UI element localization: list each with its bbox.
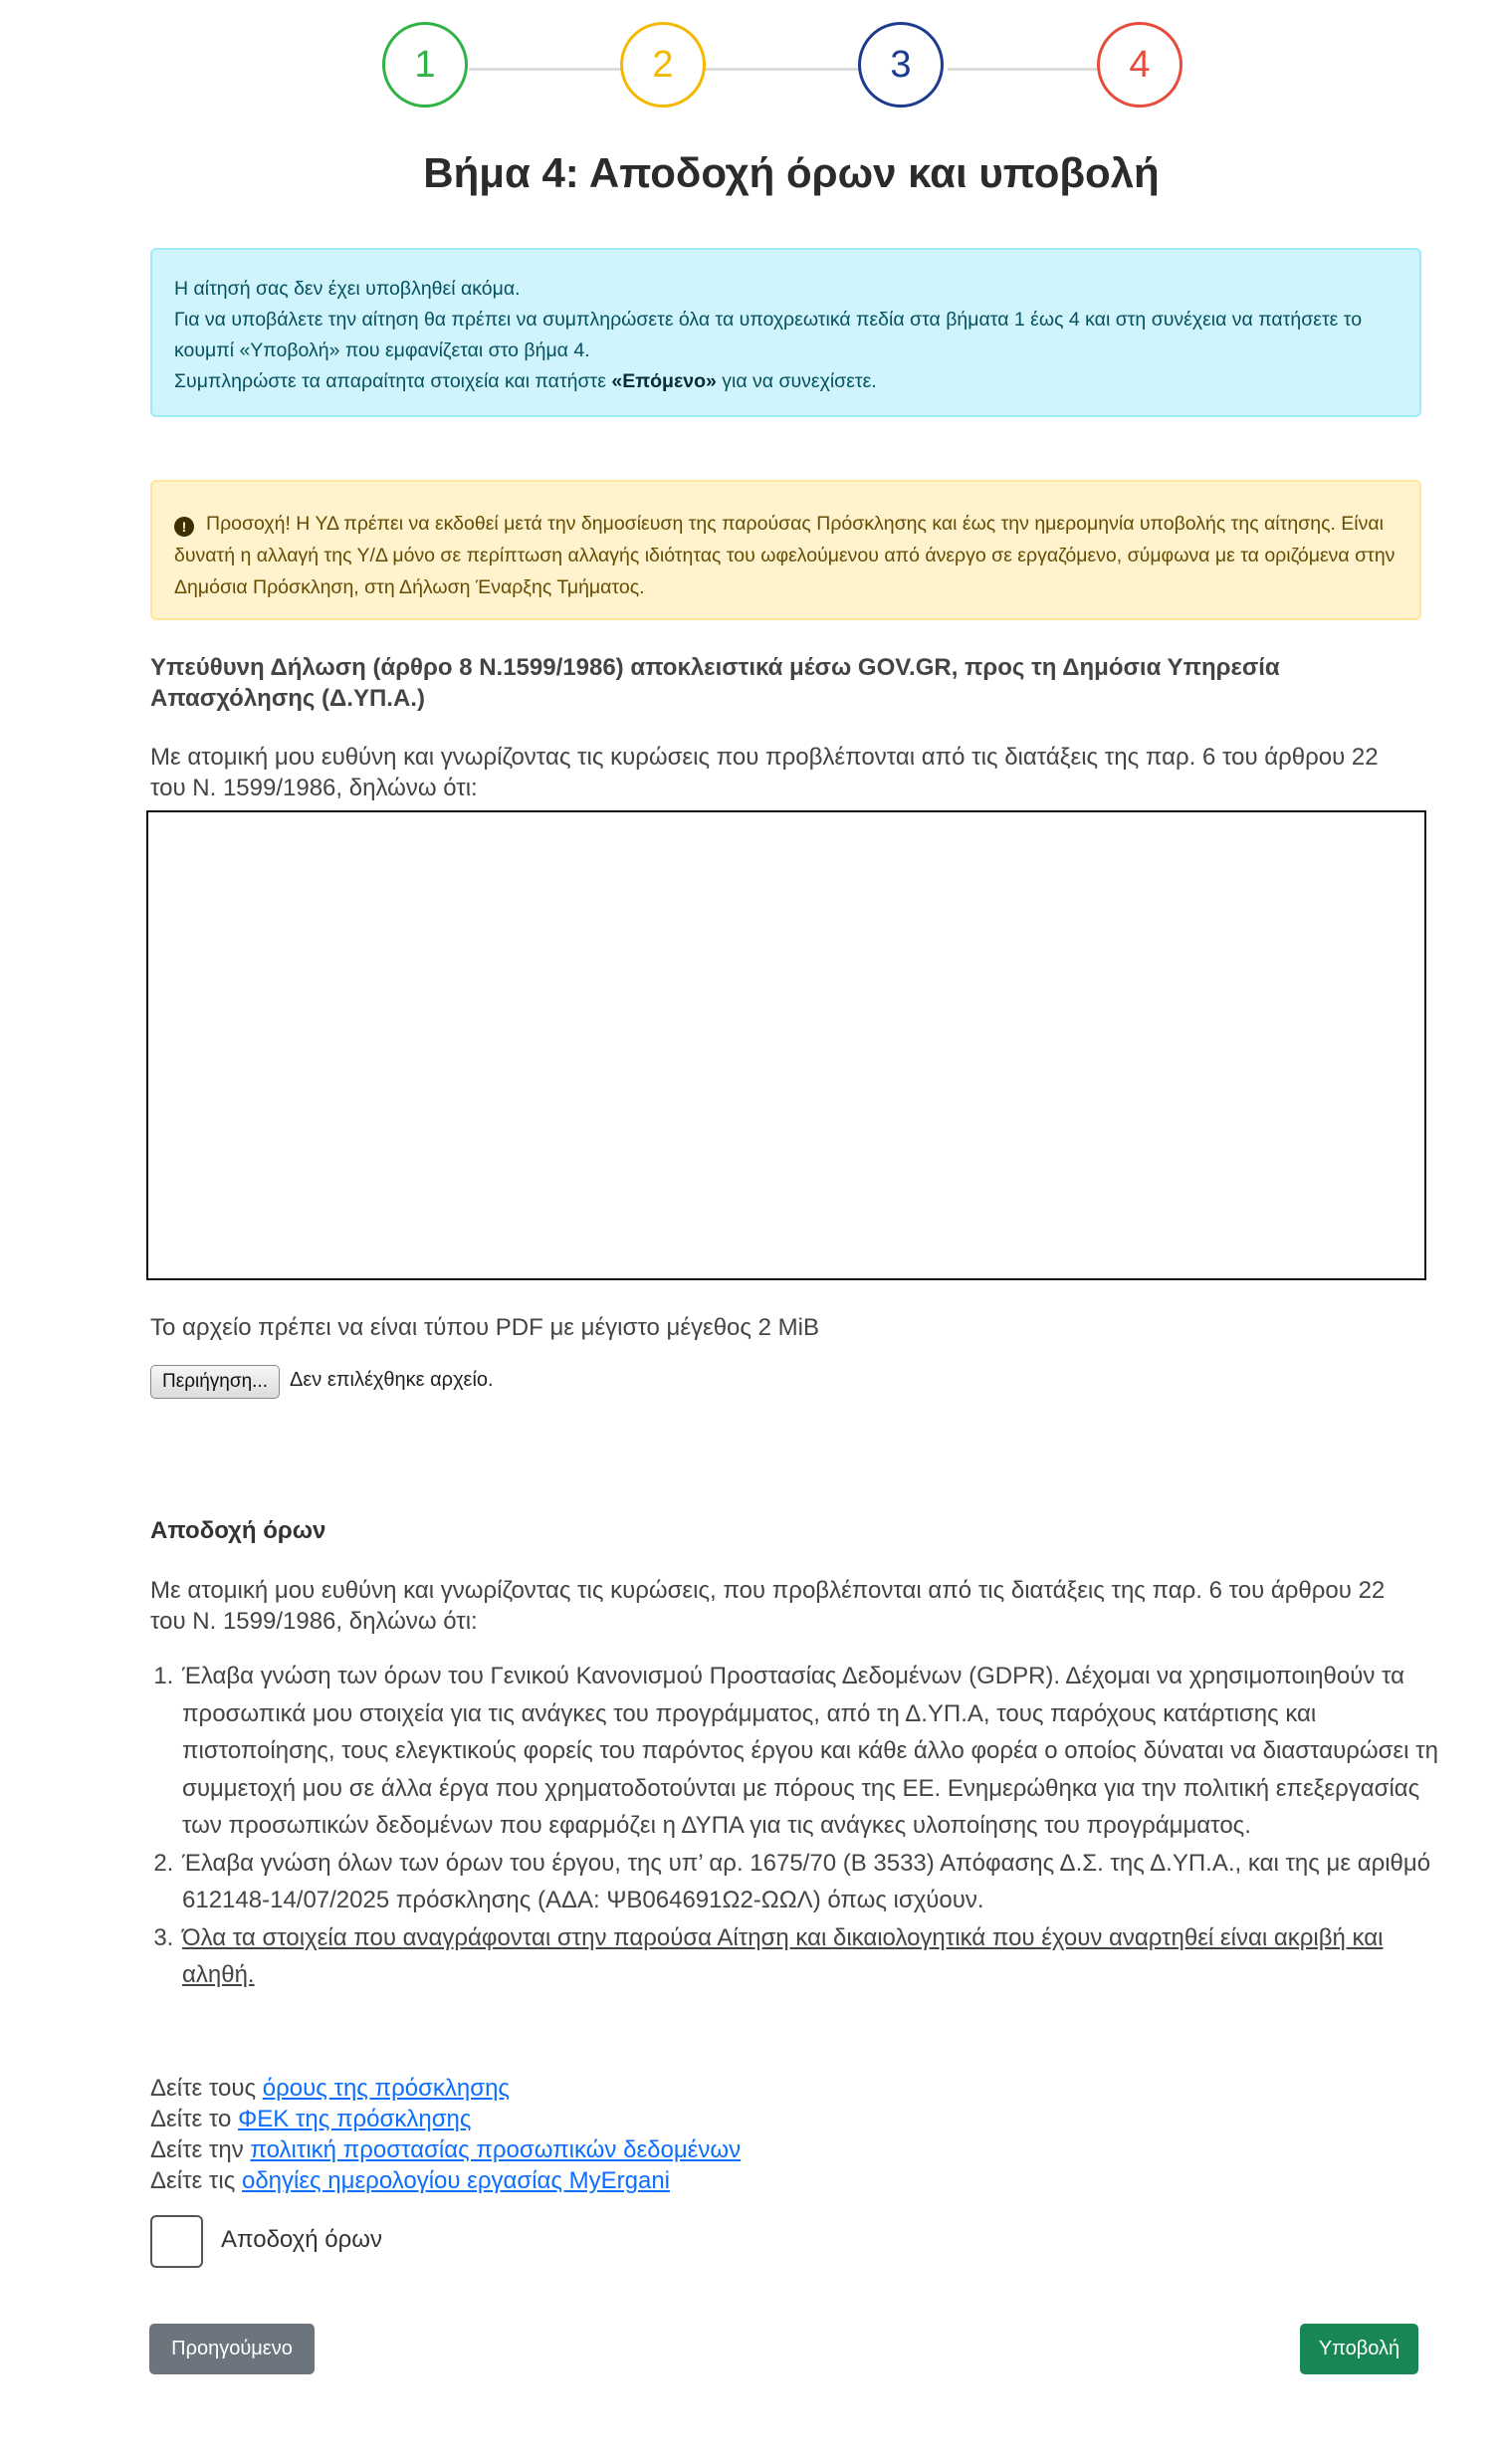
accept-terms-label[interactable]: Αποδοχή όρων [221, 2226, 382, 2253]
fek-link-row: Δείτε το ΦΕΚ της πρόσκλησης [150, 2106, 472, 2132]
no-file-selected-text: Δεν επιλέχθηκε αρχείο. [290, 1369, 494, 1391]
step-1-indicator[interactable]: 1 [382, 22, 468, 108]
stepper-connector [948, 68, 1102, 71]
info-alert-line: Η αίτησή σας δεν έχει υποβληθεί ακόμα. [174, 278, 521, 300]
warning-text: Προσοχή! Η ΥΔ πρέπει να εκδοθεί μετά την δημοσίευση της παρούσας Πρόσκλησης και έως την ημερομηνία υποβολής της αίτησης. Είναι δυνατή η αλλαγή της Υ/Δ μόνο σε περίπτωση αλλαγής ιδιότητας του ωφελούμενου από άνεργο σε εργαζόμενο, σύμφωνα με τα οριζόμενα στην Δημόσια Πρόσκληση, στη Δήλωση Έναρξης Τμήματος. [174, 513, 1396, 598]
myergani-instructions-link[interactable]: οδηγίες ημερολογίου εργασίας MyErgani [241, 2167, 671, 2194]
step-2-indicator[interactable]: 2 [620, 22, 706, 108]
terms-link-row: Δείτε τους όρους της πρόσκλησης [150, 2075, 510, 2102]
terms-list-item: 1. Έλαβα γνώση των όρων του Γενικού Κανονισμού Προστασίας Δεδομένων (GDPR). Δέχομαι να χρησιμοποιηθούν τα προσωπικά μου στοιχεία για τις ανάγκες του προγράμματος, από τη Δ.ΥΠ.Α, τους παρόχους κατάρτισης και πιστοποίησης, τους ελεγκτικούς φορείς του παρόντος έργου και κάθε άλλο φορέα ο οποίος δύναται να διασταυρώσει τη συμμετοχή μου σε άλλα έργα που χρηματοδοτούνται με πόρους της ΕΕ. Ενημερώθηκα για την πολιτική επεξεργασίας των προσωπικών δεδομένων που εφαρμόζει η ΔΥΠΑ για τις ανάγκες υλοποίησης του προγράμματος. [180, 1658, 1454, 1845]
terms-list-item: 3. Όλα τα στοιχεία που αναγράφονται στην παρούσα Αίτηση και δικαιολογητικά που έχουν αναρτηθεί είναι ακριβή και αληθή. [180, 1919, 1454, 1994]
terms-title: Αποδοχή όρων [150, 1517, 326, 1544]
warning-alert [150, 480, 1421, 620]
submit-button[interactable]: Υποβολή [1300, 2324, 1418, 2374]
file-requirements-note: Το αρχείο πρέπει να είναι τύπου PDF με μέγιστο μέγεθος 2 MiB [150, 1314, 819, 1341]
declaration-intro: Με ατομική μου ευθύνη και γνωρίζοντας τις κυρώσεις που προβλέπονται από τις διατάξεις της παρ. 6 του άρθρου 22 του Ν. 1599/1986, δηλώνω ότι: [150, 744, 1379, 801]
exclamation-circle-icon: ! [174, 517, 194, 537]
myergani-link-row: Δείτε τις οδηγίες ημερολογίου εργασίας MyErgani [150, 2167, 671, 2194]
privacy-policy-link[interactable]: πολιτική προστασίας προσωπικών δεδομένων [250, 2136, 742, 2163]
info-alert [150, 248, 1421, 417]
declaration-document-area[interactable] [146, 810, 1426, 1280]
accept-terms-checkbox[interactable] [150, 2215, 203, 2268]
info-alert-line: Συμπληρώστε τα απαραίτητα στοιχεία και πατήστε «Επόμενο» για να συνεχίσετε. [174, 370, 877, 392]
previous-button[interactable]: Προηγούμενο [149, 2324, 315, 2374]
privacy-link-row: Δείτε την πολιτική προστασίας προσωπικών δεδομένων [150, 2136, 742, 2163]
step-4-indicator[interactable]: 4 [1097, 22, 1182, 108]
page-title: Βήμα 4: Αποδοχή όρων και υποβολή [423, 149, 1160, 196]
terms-intro: Με ατομική μου ευθύνη και γνωρίζοντας τις κυρώσεις, που προβλέπονται από τις διατάξεις της παρ. 6 του άρθρου 22 του Ν. 1599/1986, δηλώνω ότι: [150, 1577, 1386, 1635]
declaration-title: Υπεύθυνη Δήλωση (άρθρο 8 Ν.1599/1986) αποκλειστικά μέσω GOV.GR, προς τη Δημόσια Υπηρεσία Απασχόλησης (Δ.ΥΠ.Α.) [150, 654, 1280, 712]
terms-list-item: 2. Έλαβα γνώση όλων των όρων του έργου, της υπ’ αρ. 1675/70 (Β 3533) Απόφασης Δ.Σ. της Δ.ΥΠ.Α., και της με αριθμό 612148-14/07/2025 πρόσκλησης (ΑΔΑ: ΨΒ064691Ω2-ΩΩΛ) όπως ισχύουν. [180, 1845, 1454, 1919]
next-emphasis: «Επόμενο» [611, 370, 717, 392]
browse-file-button[interactable]: Περιήγηση... [150, 1365, 280, 1399]
fek-link[interactable]: ΦΕΚ της πρόσκλησης [238, 2106, 472, 2132]
step-3-indicator[interactable]: 3 [858, 22, 944, 108]
info-alert-line: Για να υποβάλετε την αίτηση θα πρέπει να συμπληρώσετε όλα τα υποχρεωτικά πεδία στα βήματα 1 έως 4 και στη συνέχεια να πατήσετε το κουμπί «Υποβολή» που εμφανίζεται στο βήμα 4. [174, 309, 1363, 361]
invitation-terms-link[interactable]: όρους της πρόσκλησης [262, 2075, 510, 2102]
terms-list [150, 1658, 1454, 1994]
